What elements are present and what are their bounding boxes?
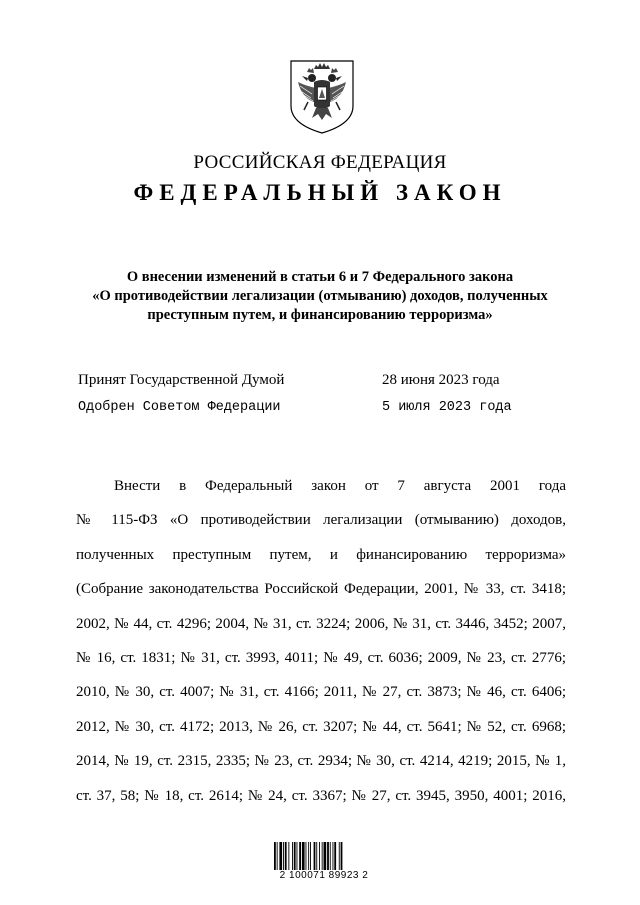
barcode-number: 2 100071 89923 2 [268,870,380,881]
body-line: ст. 37, 58; № 18, ст. 2614; № 24, ст. 3367; № 27, ст. 3945, 3950, 4001; 2016, [76,787,566,804]
barcode-bar [288,842,289,870]
barcode-bar [277,842,278,870]
body-line: № 16, ст. 1831; № 31, ст. 3993, 4011; № 49, ст. 6036; 2009, № 23, ст. 2776; [76,649,566,666]
law-title-line: преступным путем, и финансированию терроризма» [147,307,493,323]
double-headed-eagle-icon [288,58,356,136]
barcode-bar [341,842,343,870]
body-line: № 115-ФЗ «О противодействии легализации (отмыванию) доходов, [76,512,566,529]
adoption-duma-date: 28 июня 2023 года [382,372,500,388]
law-title-line: О внесении изменений в статьи 6 и 7 Федерального закона [126,269,514,285]
country-name: РОССИЙСКАЯ ФЕДЕРАЦИЯ [193,152,447,173]
body-line: 2012, № 30, ст. 4172; 2013, № 26, ст. 3207; № 44, ст. 5641; № 52, ст. 6968; [76,718,566,735]
barcode-bar [324,842,327,870]
law-title [60,268,580,325]
barcode-bar [322,842,323,870]
barcode-bar [279,842,282,870]
barcode-bar [297,842,298,870]
barcode-bar [327,842,329,870]
body-line: 2002, № 44, ст. 4296; 2004, № 31, ст. 3224; 2006, № 31, ст. 3446, 3452; 2007, [76,615,566,632]
adoption-council-label: Одобрен Советом Федерации [78,400,281,415]
barcode-bar [330,842,331,870]
law-body [76,476,566,820]
barcode-bar [306,842,307,870]
body-line: 2010, № 30, ст. 4007; № 31, ст. 4166; 2011, № 27, ст. 3873; № 46, ст. 6406; [76,684,566,701]
coat-of-arms-emblem [288,58,356,136]
adoption-duma-label: Принят Государственной Думой [78,372,285,388]
barcode-bar [334,842,336,870]
barcode-bar [299,842,301,870]
barcode-bar [292,842,293,870]
barcode-bars [268,838,380,872]
body-line: 2014, № 19, ст. 2315, 2335; № 23, ст. 2934; № 30, ст. 4214, 4219; 2015, № 1, [76,753,566,770]
barcode-bar [308,842,309,870]
barcode-bar [316,842,317,870]
barcode-bar [339,842,340,870]
adoption-council-date: 5 июля 2023 года [382,400,512,415]
barcode-bar [310,842,311,870]
body-line: полученных преступным путем, и финансированию терроризма» [76,546,566,563]
barcode-bar [294,842,296,870]
barcode-bar [333,842,334,870]
body-line: Внести в Федеральный закон от 7 августа 2001 года [114,478,566,494]
barcode-bar [314,842,316,870]
barcode-bar [274,842,276,870]
barcode-bar [285,842,287,870]
document-type-heading: ФЕДЕРАЛЬНЫЙ ЗАКОН [133,180,507,205]
barcode-bar [319,842,320,870]
body-line: (Собрание законодательства Российской Федерации, 2001, № 33, ст. 3418; [76,581,566,598]
barcode-bar [283,842,284,870]
barcode-bar [302,842,305,870]
law-title-line: «О противодействии легализации (отмыванию) доходов, полученных [92,288,548,304]
